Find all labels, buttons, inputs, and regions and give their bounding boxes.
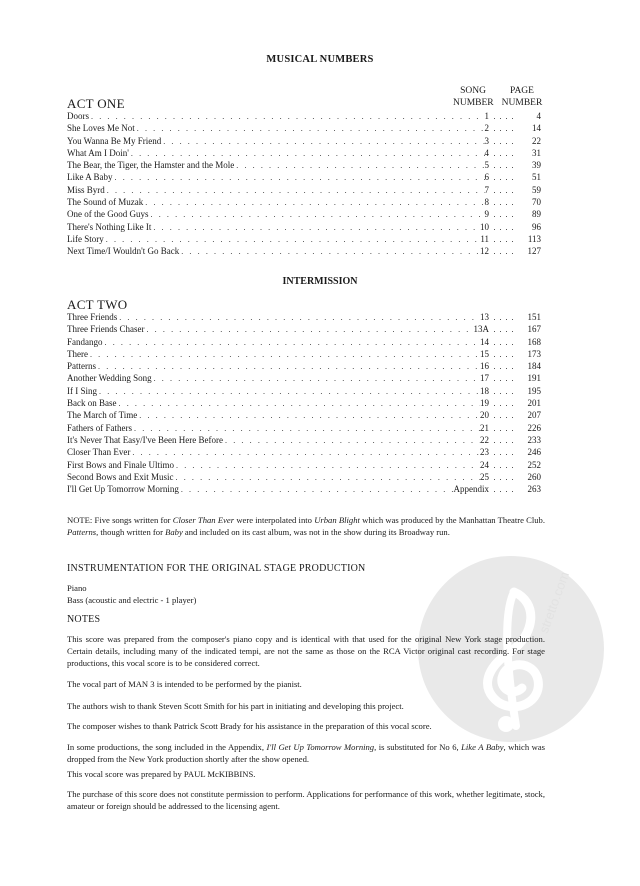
page-number: 191: [527, 373, 541, 384]
dot-separator: . . . .: [493, 136, 515, 146]
page-number: 96: [532, 221, 541, 232]
song-row: [67, 159, 541, 171]
dot-leader: [139, 410, 480, 422]
instrumentation-bass: Bass (acoustic and electric - 1 player): [67, 595, 197, 605]
act-two-heading: ACT TWO: [67, 297, 128, 312]
act-one-song-list: [67, 110, 541, 258]
song-number: 8: [484, 197, 489, 208]
song-row: [67, 434, 541, 446]
page-number: 4: [536, 111, 541, 121]
song-number: 15: [480, 348, 489, 359]
page-number: 14: [532, 123, 541, 134]
song-title: The Bear, the Tiger, the Hamster and the Mole: [67, 160, 235, 171]
dot-separator: . . . .: [493, 222, 515, 232]
song-title: Fandango: [67, 336, 103, 347]
act-one-heading: ACT ONE: [67, 96, 125, 111]
song-number: 18: [480, 385, 489, 396]
dot-separator: . . . .: [493, 423, 515, 433]
song-row: [67, 221, 541, 233]
page-number: 31: [532, 147, 541, 158]
song-number: 23: [480, 447, 489, 458]
page-number: 252: [527, 459, 541, 470]
notes-italic-title: Like A Baby: [461, 742, 504, 752]
song-number: 11: [480, 233, 489, 244]
song-number: Appendix: [453, 484, 489, 495]
song-row: [67, 135, 541, 147]
page-title: MUSICAL NUMBERS: [266, 54, 374, 65]
page-number-header: [500, 85, 544, 109]
song-title: There: [67, 348, 88, 359]
song-title: Like A Baby: [67, 172, 113, 183]
page-number: 22: [532, 135, 541, 146]
note-text: were interpolated into: [234, 515, 315, 525]
song-title: It's Never That Easy/I've Been Here Before: [67, 434, 224, 445]
dot-leader: [176, 472, 481, 484]
dot-separator: . . . .: [493, 325, 515, 335]
page-header-line2: NUMBER: [501, 98, 543, 108]
song-row: [67, 184, 541, 196]
act-two-song-list: [67, 311, 541, 495]
song-header-line1: SONG: [460, 86, 486, 96]
dot-leader: [98, 361, 480, 373]
song-number: 6: [484, 172, 489, 183]
notes-text: In some productions, the song included in the Appendix,: [67, 742, 267, 752]
page-number: 70: [532, 197, 541, 208]
dot-separator: . . . .: [493, 148, 515, 158]
song-number: 13: [480, 312, 489, 322]
dot-separator: . . . .: [493, 161, 515, 171]
dot-leader: [145, 197, 484, 209]
page-number: 233: [527, 434, 541, 445]
dot-leader: [236, 160, 484, 172]
song-number: 14: [480, 336, 489, 347]
page-number: 59: [532, 184, 541, 195]
song-title: If I Sing: [67, 385, 97, 396]
notes-paragraph-3: The authors wish to thank Steven Scott Smith for his part in initiating and developing this project.: [67, 701, 404, 711]
dot-separator: . . . .: [493, 386, 515, 396]
song-title: Patterns: [67, 361, 96, 372]
notes-paragraph-6: This vocal score was prepared by PAUL McKIBBINS.: [67, 769, 256, 779]
song-row: [67, 245, 541, 257]
song-row: [67, 348, 541, 360]
notes-paragraph-7: The purchase of this score does not constitute permission to perform. Applications for performance of this work, whether legitimate, stock, amateur or foreign should be addressed to the licensing agent.: [67, 789, 545, 811]
dot-leader: [163, 136, 484, 148]
page-number: 168: [527, 336, 541, 347]
song-title: Life Story: [67, 233, 104, 244]
page-number: 167: [527, 324, 541, 335]
notes-text: , is substituted for No 6,: [374, 742, 462, 752]
notes-text: , which was dropped from the New York production shortly after the show opened.: [67, 742, 546, 764]
song-number: 1: [484, 111, 489, 121]
dot-leader: [107, 185, 485, 197]
song-row: [67, 459, 541, 471]
note-italic-title: Patterns: [67, 527, 97, 537]
song-number: 19: [480, 398, 489, 409]
dot-leader: [181, 484, 454, 496]
intermission-heading: INTERMISSION: [282, 276, 358, 287]
note-paragraph: [67, 514, 545, 538]
page-number: 226: [527, 422, 541, 433]
dot-separator: . . . .: [493, 185, 515, 195]
song-title: There's Nothing Like It: [67, 221, 152, 232]
song-number: 13A: [473, 324, 489, 335]
dot-separator: . . . .: [493, 448, 515, 458]
dot-separator: . . . .: [493, 411, 515, 421]
song-row: [67, 311, 541, 323]
page-number: 113: [527, 233, 541, 244]
dot-leader: [176, 460, 480, 472]
dot-separator: . . . .: [493, 460, 515, 470]
song-title: First Bows and Finale Ultimo: [67, 459, 175, 470]
note-italic-title: Baby: [165, 527, 183, 537]
notes-heading: NOTES: [67, 614, 101, 625]
song-title: Three Friends Chaser: [67, 324, 145, 335]
song-row: [67, 397, 541, 409]
song-title: You Wanna Be My Friend: [67, 135, 162, 146]
dot-leader: [151, 209, 485, 221]
song-row: [67, 422, 541, 434]
dot-separator: . . . .: [493, 472, 515, 482]
song-row: [67, 196, 541, 208]
song-number: 16: [480, 361, 489, 372]
song-header-line2: NUMBER: [453, 98, 494, 108]
song-row: [67, 171, 541, 183]
song-title: Doors: [67, 111, 89, 121]
dot-separator: . . . .: [493, 362, 515, 372]
dot-separator: . . . .: [493, 210, 515, 220]
song-title: Three Friends: [67, 312, 118, 322]
page-number: 184: [527, 361, 541, 372]
watermark-text: stretto.com: [536, 569, 573, 636]
notes-italic-title: I'll Get Up Tomorrow Morning: [266, 742, 375, 752]
notes-paragraph-4: The composer wishes to thank Patrick Scott Brady for his assistance in the preparation of this vocal score.: [67, 721, 432, 731]
note-italic-title: Urban Blight: [314, 515, 360, 525]
dot-separator: . . . .: [493, 435, 515, 445]
dot-separator: . . . .: [493, 173, 515, 183]
song-row: [67, 233, 541, 245]
song-title: Another Wedding Song: [67, 373, 152, 384]
dot-leader: [119, 312, 480, 324]
song-row: [67, 446, 541, 458]
song-row: [67, 483, 541, 495]
note-italic-title: Closer Than Ever: [172, 515, 235, 525]
notes-paragraph-5: [67, 741, 545, 765]
song-row: [67, 147, 541, 159]
page-number: 201: [527, 398, 541, 409]
song-title: What Am I Doin': [67, 147, 129, 158]
dot-leader: [137, 123, 485, 135]
song-row: [67, 323, 541, 335]
dot-separator: . . . .: [493, 337, 515, 347]
page-number: 263: [527, 484, 541, 495]
note-text: , though written for: [96, 527, 166, 537]
song-number: 4: [484, 147, 489, 158]
song-row: [67, 360, 541, 372]
song-title: Back on Base: [67, 398, 117, 409]
dot-leader: [115, 172, 485, 184]
song-number-header: [453, 85, 493, 109]
song-number: 2: [484, 123, 489, 134]
dot-leader: [99, 386, 480, 398]
instrumentation-heading: INSTRUMENTATION FOR THE ORIGINAL STAGE PRODUCTION: [67, 563, 366, 574]
dot-leader: [105, 337, 481, 349]
song-number: 17: [480, 373, 489, 384]
song-number: 25: [480, 471, 489, 482]
song-row: [67, 372, 541, 384]
dot-separator: . . . .: [493, 399, 515, 409]
note-text: which was produced by the Manhattan Theatre Club.: [359, 515, 546, 525]
page-number: 173: [527, 348, 541, 359]
dot-separator: . . . .: [493, 124, 515, 134]
page-header-line1: PAGE: [510, 86, 534, 96]
song-row: [67, 122, 541, 134]
song-row: [67, 336, 541, 348]
song-number: 5: [484, 160, 489, 171]
dot-leader: [153, 222, 480, 234]
dot-leader: [90, 349, 480, 361]
dot-separator: . . . .: [493, 485, 515, 495]
page-number: 151: [527, 312, 541, 322]
song-title: Second Bows and Exit Music: [67, 471, 174, 482]
dot-leader: [154, 373, 480, 385]
song-row: [67, 110, 541, 122]
page-number: 51: [532, 172, 541, 183]
song-number: 12: [480, 246, 489, 257]
song-number: 7: [484, 184, 489, 195]
page-number: 195: [527, 385, 541, 396]
song-title: The March of Time: [67, 410, 138, 421]
page-number: 39: [532, 160, 541, 171]
song-title: Fathers of Fathers: [67, 422, 132, 433]
song-number: 9: [484, 209, 489, 220]
song-number: 20: [480, 410, 489, 421]
notes-paragraph-1: This score was prepared from the composer's piano copy and is identical with that used for the original New York stage production. Certain details, including many of the indicated tempi, are not the same as those on the RCA Victor original cast recording. For stage productions, this vocal score is to be considered correct.: [67, 634, 545, 668]
song-title: Miss Byrd: [67, 184, 105, 195]
song-number: 3: [484, 135, 489, 146]
song-title: I'll Get Up Tomorrow Morning: [67, 484, 179, 495]
song-row: [67, 409, 541, 421]
notes-paragraph-2: The vocal part of MAN 3 is intended to be performed by the pianist.: [67, 679, 302, 689]
dot-separator: . . . .: [493, 112, 515, 121]
song-title: The Sound of Muzak: [67, 197, 144, 208]
dot-separator: . . . .: [493, 198, 515, 208]
song-title: She Loves Me Not: [67, 123, 135, 134]
song-row: [67, 385, 541, 397]
song-title: Next Time/I Wouldn't Go Back: [67, 246, 180, 257]
song-number: 22: [480, 434, 489, 445]
song-title: One of the Good Guys: [67, 209, 149, 220]
dot-leader: [119, 398, 481, 410]
dot-separator: . . . .: [493, 374, 515, 384]
page-number: 89: [532, 209, 541, 220]
song-number: 10: [480, 221, 489, 232]
dot-leader: [181, 246, 480, 258]
instrumentation-piano: Piano: [67, 583, 87, 593]
page-number: 127: [527, 246, 541, 257]
dot-separator: . . . .: [493, 234, 515, 244]
dot-leader: [132, 447, 480, 459]
dot-leader: [225, 435, 480, 447]
dot-leader: [146, 324, 473, 336]
dot-separator: . . . .: [493, 349, 515, 359]
song-number: 21: [480, 422, 489, 433]
page-number: 246: [527, 447, 541, 458]
page-number: 207: [527, 410, 541, 421]
song-row: [67, 471, 541, 483]
page-number: 260: [527, 471, 541, 482]
song-row: [67, 208, 541, 220]
note-text: NOTE: Five songs written for: [67, 515, 173, 525]
note-text: and included on its cast album, was not in the show during its Broadway run.: [182, 527, 450, 537]
dot-separator: . . . .: [493, 313, 515, 322]
dot-separator: . . . .: [493, 247, 515, 257]
song-title: Closer Than Ever: [67, 447, 131, 458]
song-number: 24: [480, 459, 489, 470]
dot-leader: [91, 111, 485, 123]
